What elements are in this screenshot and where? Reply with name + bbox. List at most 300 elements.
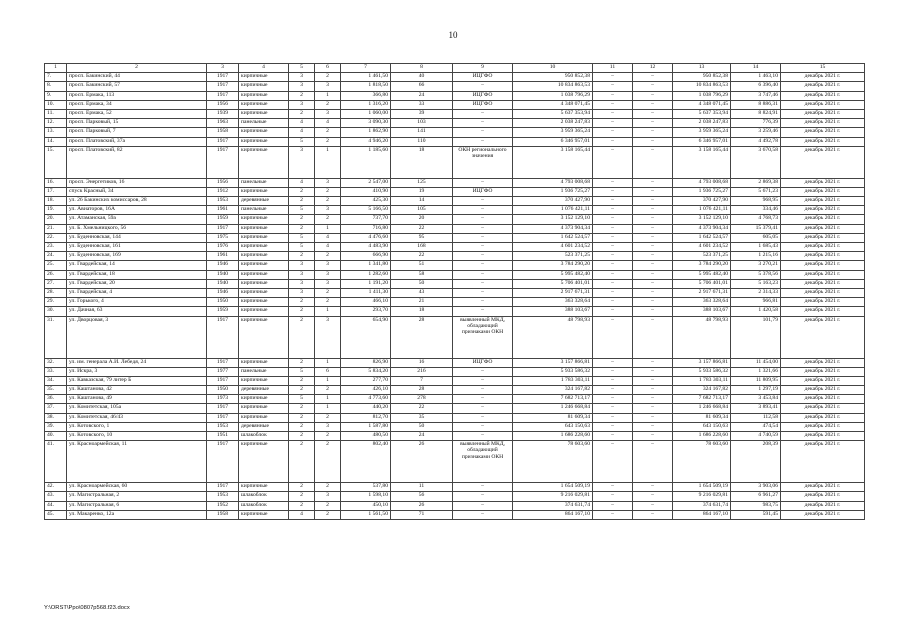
cell-col-7: 826,90: [341, 358, 391, 367]
cell-col-3: 1917: [207, 404, 239, 413]
cell-col-12: –: [633, 432, 673, 441]
cell-col-15: декабрь 2021 г.: [781, 483, 865, 492]
table-row: [45, 510, 865, 519]
cell-col-13: 1 783 303,11: [673, 376, 731, 385]
cell-col-11: –: [593, 367, 633, 376]
cell-col-13: 324 167,82: [673, 386, 731, 395]
cell-col-8: 141: [391, 128, 453, 137]
table-row: [45, 100, 865, 109]
cell-col-14: 11 809,95: [731, 376, 781, 385]
cell-col-9: –: [453, 137, 513, 146]
cell-col-5: 2: [289, 109, 315, 118]
cell-col-4: панельные: [239, 178, 289, 187]
cell-col-4: кирпичные: [239, 146, 289, 178]
cell-col-11: –: [593, 395, 633, 404]
cell-col-4: кирпичные: [239, 510, 289, 519]
cell-col-8: 24: [391, 432, 453, 441]
cell-col-7: 466,10: [341, 298, 391, 307]
cell-col-10: 81 609,34: [513, 413, 593, 422]
cell-col-9: –: [453, 298, 513, 307]
cell-col-14: 3 747,46: [731, 91, 781, 100]
cell-col-4: кирпичные: [239, 261, 289, 270]
cell-col-8: 43: [391, 288, 453, 297]
table-row: [45, 298, 865, 307]
cell-col-10: 3 158 165,44: [513, 146, 593, 178]
cell-col-3: 1961: [207, 252, 239, 261]
cell-col-9: –: [453, 395, 513, 404]
table-row: [45, 187, 865, 196]
cell-col-2: просп. Ермака, 52: [67, 109, 207, 118]
cell-col-10: 1 246 668,84: [513, 404, 593, 413]
cell-col-5: 4: [289, 510, 315, 519]
cell-col-3: 1959: [207, 307, 239, 316]
cell-col-4: шлакоблок: [239, 432, 289, 441]
cell-col-13: 3 152 129,10: [673, 215, 731, 224]
cell-col-14: 5 671,23: [731, 187, 781, 196]
cell-col-3: 1917: [207, 73, 239, 82]
page-number: 10: [448, 30, 458, 40]
cell-col-13: 6 346 957,01: [673, 137, 731, 146]
cell-col-10: 3 784 290,20: [513, 261, 593, 270]
table-row: [45, 233, 865, 242]
cell-col-7: 1 411,30: [341, 288, 391, 297]
cell-col-15: декабрь 2021 г.: [781, 224, 865, 233]
cell-col-9: ИЦГФО: [453, 73, 513, 82]
table-row: [45, 413, 865, 422]
cell-col-12: –: [633, 215, 673, 224]
cell-col-4: кирпичные: [239, 298, 289, 307]
cell-col-6: 2: [315, 298, 341, 307]
cell-col-8: 110: [391, 137, 453, 146]
cell-col-10: 864 167,10: [513, 510, 593, 519]
cell-col-14: 334,46: [731, 206, 781, 215]
cell-col-15: декабрь 2021 г.: [781, 422, 865, 431]
footer-file-path: Y:\ORST\Ppo\0807p568.f23.docx: [44, 605, 130, 611]
cell-col-10: 1 038 796,29: [513, 91, 593, 100]
table-row: [45, 492, 865, 501]
table-row: [45, 367, 865, 376]
cell-col-14: 3 259,46: [731, 128, 781, 137]
cell-col-10: 370 427,90: [513, 197, 593, 206]
cell-col-11: –: [593, 137, 633, 146]
cell-col-6: 3: [315, 261, 341, 270]
cell-col-2: ул. Красноармейская, 11: [67, 441, 207, 483]
cell-col-7: 812,70: [341, 413, 391, 422]
cell-col-6: 3: [315, 82, 341, 91]
cell-col-5: 2: [289, 316, 315, 358]
cell-col-7: 4 476,60: [341, 233, 391, 242]
cell-col-12: –: [633, 91, 673, 100]
cell-col-12: –: [633, 298, 673, 307]
cell-col-10: 78 603,60: [513, 441, 593, 483]
cell-col-3: 1917: [207, 137, 239, 146]
cell-col-7: 737,70: [341, 215, 391, 224]
cell-col-12: –: [633, 441, 673, 483]
cell-col-7: 1 862,90: [341, 128, 391, 137]
cell-col-13: 3 158 165,44: [673, 146, 731, 178]
cell-col-3: 1976: [207, 243, 239, 252]
cell-col-5: 5: [289, 395, 315, 404]
cell-col-10: 1 936 725,27: [513, 187, 593, 196]
cell-col-7: 4 946,20: [341, 137, 391, 146]
cell-col-1: 17.: [45, 187, 67, 196]
cell-col-6: 2: [315, 510, 341, 519]
cell-col-4: кирпичные: [239, 215, 289, 224]
table-row: [45, 432, 865, 441]
cell-col-3: 1917: [207, 224, 239, 233]
cell-col-5: 5: [289, 367, 315, 376]
cell-col-8: 33: [391, 100, 453, 109]
table-row: [45, 501, 865, 510]
table-row: [45, 279, 865, 288]
cell-col-15: декабрь 2021 г.: [781, 413, 865, 422]
table-row: [45, 422, 865, 431]
cell-col-12: –: [633, 279, 673, 288]
table-row: [45, 137, 865, 146]
table-row: [45, 288, 865, 297]
cell-col-5: 2: [289, 91, 315, 100]
cell-col-9: –: [453, 307, 513, 316]
cell-col-5: 2: [289, 432, 315, 441]
cell-col-1: 14.: [45, 137, 67, 146]
cell-col-3: 1959: [207, 215, 239, 224]
header-cell: 8: [391, 64, 453, 73]
cell-col-14: 1 463,10: [731, 73, 781, 82]
cell-col-10: 1 654 509,19: [513, 483, 593, 492]
cell-col-2: ул. Авиаторов, 16А: [67, 206, 207, 215]
cell-col-12: –: [633, 206, 673, 215]
cell-col-4: кирпичные: [239, 307, 289, 316]
header-cell: 5: [289, 64, 315, 73]
cell-col-8: 20: [391, 215, 453, 224]
cell-col-6: 2: [315, 432, 341, 441]
cell-col-7: 1 461,50: [341, 73, 391, 82]
cell-col-12: –: [633, 316, 673, 358]
cell-col-5: 5: [289, 206, 315, 215]
cell-col-9: ИЦГФО: [453, 91, 513, 100]
cell-col-9: –: [453, 404, 513, 413]
cell-col-10: 2 038 247,83: [513, 119, 593, 128]
cell-col-10: 9 216 029,81: [513, 492, 593, 501]
cell-col-10: 48 798,93: [513, 316, 593, 358]
cell-col-4: панельные: [239, 119, 289, 128]
cell-col-11: –: [593, 483, 633, 492]
cell-col-6: 2: [315, 413, 341, 422]
cell-col-12: –: [633, 510, 673, 519]
cell-col-2: просп. Бакинский, 44: [67, 73, 207, 82]
cell-col-7: 1 341,80: [341, 261, 391, 270]
cell-col-11: –: [593, 298, 633, 307]
cell-col-4: кирпичные: [239, 137, 289, 146]
cell-col-6: 2: [315, 73, 341, 82]
cell-col-10: 4 601 234,52: [513, 243, 593, 252]
cell-col-1: 31.: [45, 316, 67, 358]
cell-col-7: 4 773,60: [341, 395, 391, 404]
cell-col-2: просп. Парковый, 15: [67, 119, 207, 128]
cell-col-11: –: [593, 432, 633, 441]
cell-col-1: 41.: [45, 441, 67, 483]
table-row: [45, 261, 865, 270]
cell-col-10: 4 373 904,34: [513, 224, 593, 233]
cell-col-6: 1: [315, 91, 341, 100]
cell-col-9: –: [453, 206, 513, 215]
cell-col-2: ул. Гвардейская, 14: [67, 261, 207, 270]
cell-col-7: 1 185,60: [341, 146, 391, 178]
header-cell: 15: [781, 64, 865, 73]
cell-col-2: ул. Каштанова, 49: [67, 395, 207, 404]
cell-col-15: декабрь 2021 г.: [781, 404, 865, 413]
cell-col-14: 1 321,66: [731, 367, 781, 376]
table-row: [45, 395, 865, 404]
cell-col-2: ул. Красноармейская, 60: [67, 483, 207, 492]
cell-col-6: 2: [315, 197, 341, 206]
cell-col-14: 983,75: [731, 501, 781, 510]
cell-col-2: ул. Искра, 3: [67, 367, 207, 376]
header-cell: 6: [315, 64, 341, 73]
cell-col-3: 1917: [207, 441, 239, 483]
cell-col-5: 4: [289, 128, 315, 137]
cell-col-9: –: [453, 288, 513, 297]
cell-col-7: 654,90: [341, 316, 391, 358]
cell-col-12: –: [633, 261, 673, 270]
cell-col-5: 5: [289, 233, 315, 242]
cell-col-1: 44.: [45, 501, 67, 510]
cell-col-9: –: [453, 483, 513, 492]
cell-col-2: ул. Каштанова, 42: [67, 386, 207, 395]
cell-col-11: –: [593, 146, 633, 178]
cell-col-5: 3: [289, 270, 315, 279]
cell-col-12: –: [633, 233, 673, 242]
cell-col-8: 40: [391, 73, 453, 82]
cell-col-6: 2: [315, 252, 341, 261]
cell-col-2: ул. Дачная, 63: [67, 307, 207, 316]
cell-col-8: 22: [391, 404, 453, 413]
cell-col-11: –: [593, 128, 633, 137]
cell-col-10: 4 793 008,68: [513, 178, 593, 187]
cell-col-13: 864 167,10: [673, 510, 731, 519]
cell-col-1: 12.: [45, 119, 67, 128]
cell-col-3: 1950: [207, 386, 239, 395]
cell-col-2: ул. им. генерала А.И. Лебедя, 24: [67, 358, 207, 367]
cell-col-1: 16.: [45, 178, 67, 187]
cell-col-10: 7 682 713,17: [513, 395, 593, 404]
cell-col-13: 4 373 904,34: [673, 224, 731, 233]
cell-col-5: 5: [289, 137, 315, 146]
cell-col-11: –: [593, 233, 633, 242]
cell-col-14: 3 893,41: [731, 404, 781, 413]
cell-col-4: шлакоблок: [239, 492, 289, 501]
cell-col-1: 26.: [45, 270, 67, 279]
cell-col-14: 605,05: [731, 233, 781, 242]
cell-col-7: 293,70: [341, 307, 391, 316]
header-cell: 4: [239, 64, 289, 73]
cell-col-5: 2: [289, 404, 315, 413]
cell-col-8: 105: [391, 206, 453, 215]
cell-col-10: 5 933 586,32: [513, 367, 593, 376]
cell-col-6: 4: [315, 243, 341, 252]
cell-col-6: 3: [315, 279, 341, 288]
cell-col-15: декабрь 2021 г.: [781, 252, 865, 261]
cell-col-11: –: [593, 307, 633, 316]
cell-col-2: ул. Кавказская, 79 литер Б: [67, 376, 207, 385]
cell-col-8: 16: [391, 358, 453, 367]
cell-col-3: 1956: [207, 178, 239, 187]
cell-col-3: 1953: [207, 197, 239, 206]
cell-col-2: просп. Парковый, 7: [67, 128, 207, 137]
cell-col-12: –: [633, 270, 673, 279]
cell-col-9: –: [453, 109, 513, 118]
cell-col-4: кирпичные: [239, 224, 289, 233]
cell-col-4: кирпичные: [239, 279, 289, 288]
cell-col-11: –: [593, 316, 633, 358]
cell-col-5: 4: [289, 178, 315, 187]
cell-col-10: 3 157 866,81: [513, 358, 593, 367]
cell-col-13: 5 706 401,01: [673, 279, 731, 288]
cell-col-4: кирпичные: [239, 82, 289, 91]
cell-col-9: –: [453, 492, 513, 501]
cell-col-8: 71: [391, 510, 453, 519]
cell-col-4: шлакоблок: [239, 501, 289, 510]
cell-col-10: 388 103,67: [513, 307, 593, 316]
cell-col-2: ул. Буденновская, 161: [67, 243, 207, 252]
cell-col-5: 3: [289, 82, 315, 91]
cell-col-9: –: [453, 413, 513, 422]
cell-col-11: –: [593, 422, 633, 431]
cell-col-15: декабрь 2021 г.: [781, 233, 865, 242]
cell-col-6: 1: [315, 307, 341, 316]
cell-col-12: –: [633, 501, 673, 510]
cell-col-8: 14: [391, 197, 453, 206]
cell-col-4: кирпичные: [239, 413, 289, 422]
cell-col-3: 1963: [207, 119, 239, 128]
cell-col-9: выявленный МКД, обладающий признаками ОКН: [453, 316, 513, 358]
cell-col-4: кирпичные: [239, 252, 289, 261]
cell-col-13: 3 959 365,24: [673, 128, 731, 137]
cell-col-11: –: [593, 73, 633, 82]
cell-col-1: 27.: [45, 279, 67, 288]
cell-col-5: 2: [289, 422, 315, 431]
cell-col-10: 6 346 957,01: [513, 137, 593, 146]
header-cell: 14: [731, 64, 781, 73]
cell-col-12: –: [633, 146, 673, 178]
cell-col-14: 966,81: [731, 298, 781, 307]
cell-col-5: 2: [289, 187, 315, 196]
cell-col-6: 1: [315, 358, 341, 367]
cell-col-4: деревянные: [239, 422, 289, 431]
cell-col-4: кирпичные: [239, 395, 289, 404]
cell-col-1: 11.: [45, 109, 67, 118]
cell-col-11: –: [593, 178, 633, 187]
cell-col-15: декабрь 2021 г.: [781, 367, 865, 376]
cell-col-2: ул. Котовского, 1: [67, 422, 207, 431]
cell-col-7: 802,40: [341, 441, 391, 483]
cell-col-9: –: [453, 386, 513, 395]
cell-col-6: 2: [315, 386, 341, 395]
table-row: [45, 307, 865, 316]
cell-col-6: 2: [315, 288, 341, 297]
cell-col-13: 523 371,25: [673, 252, 731, 261]
cell-col-6: 3: [315, 270, 341, 279]
cell-col-1: 29.: [45, 298, 67, 307]
cell-col-11: –: [593, 510, 633, 519]
cell-col-9: –: [453, 270, 513, 279]
cell-col-14: 591,45: [731, 510, 781, 519]
cell-col-11: –: [593, 386, 633, 395]
table-row: [45, 91, 865, 100]
cell-col-2: просп. Ермака, 113: [67, 91, 207, 100]
cell-col-3: 1917: [207, 413, 239, 422]
cell-col-2: ул. Дворцовая, 3: [67, 316, 207, 358]
cell-col-10: 1 783 303,11: [513, 376, 593, 385]
cell-col-6: 4: [315, 119, 341, 128]
table-row: [45, 119, 865, 128]
cell-col-8: 21: [391, 298, 453, 307]
cell-col-14: 776,39: [731, 119, 781, 128]
cell-col-7: 426,10: [341, 386, 391, 395]
cell-col-9: –: [453, 367, 513, 376]
cell-col-3: 1940: [207, 270, 239, 279]
cell-col-7: 425,30: [341, 197, 391, 206]
cell-col-14: 968,95: [731, 197, 781, 206]
cell-col-5: 2: [289, 298, 315, 307]
cell-col-15: декабрь 2021 г.: [781, 386, 865, 395]
cell-col-4: кирпичные: [239, 91, 289, 100]
cell-col-5: 2: [289, 197, 315, 206]
cell-col-14: 4 740,59: [731, 432, 781, 441]
cell-col-11: –: [593, 243, 633, 252]
table-row: [45, 146, 865, 178]
cell-col-14: 4 768,73: [731, 215, 781, 224]
table-row: [45, 128, 865, 137]
cell-col-12: –: [633, 492, 673, 501]
cell-col-13: 4 601 234,52: [673, 243, 731, 252]
cell-col-15: декабрь 2021 г.: [781, 100, 865, 109]
cell-col-8: 95: [391, 233, 453, 242]
cell-col-7: 5 166,50: [341, 206, 391, 215]
cell-col-13: 5 933 586,32: [673, 367, 731, 376]
table-row: [45, 73, 865, 82]
cell-col-14: 3 670,58: [731, 146, 781, 178]
cell-col-1: 33.: [45, 367, 67, 376]
cell-col-14: 101,79: [731, 316, 781, 358]
cell-col-6: 1: [315, 376, 341, 385]
cell-col-9: выявленный МКД, обладающий признаками ОКН: [453, 441, 513, 483]
cell-col-11: –: [593, 224, 633, 233]
cell-col-5: 3: [289, 146, 315, 178]
cell-col-3: 1950: [207, 298, 239, 307]
cell-col-6: 1: [315, 404, 341, 413]
cell-col-13: 643 150,63: [673, 422, 731, 431]
table-row: [45, 270, 865, 279]
header-cell: 7: [341, 64, 391, 73]
header-cell: 12: [633, 64, 673, 73]
cell-col-15: декабрь 2021 г.: [781, 441, 865, 483]
cell-col-15: декабрь 2021 г.: [781, 261, 865, 270]
cell-col-8: 18: [391, 146, 453, 178]
cell-col-12: –: [633, 422, 673, 431]
cell-col-15: декабрь 2021 г.: [781, 358, 865, 367]
cell-col-6: 3: [315, 492, 341, 501]
cell-col-11: –: [593, 279, 633, 288]
table-row: [45, 82, 865, 91]
cell-col-10: 324 167,82: [513, 386, 593, 395]
cell-col-4: кирпичные: [239, 187, 289, 196]
table-row: [45, 358, 865, 367]
cell-col-1: 30.: [45, 307, 67, 316]
cell-col-6: 2: [315, 483, 341, 492]
cell-col-8: 51: [391, 261, 453, 270]
cell-col-11: –: [593, 288, 633, 297]
